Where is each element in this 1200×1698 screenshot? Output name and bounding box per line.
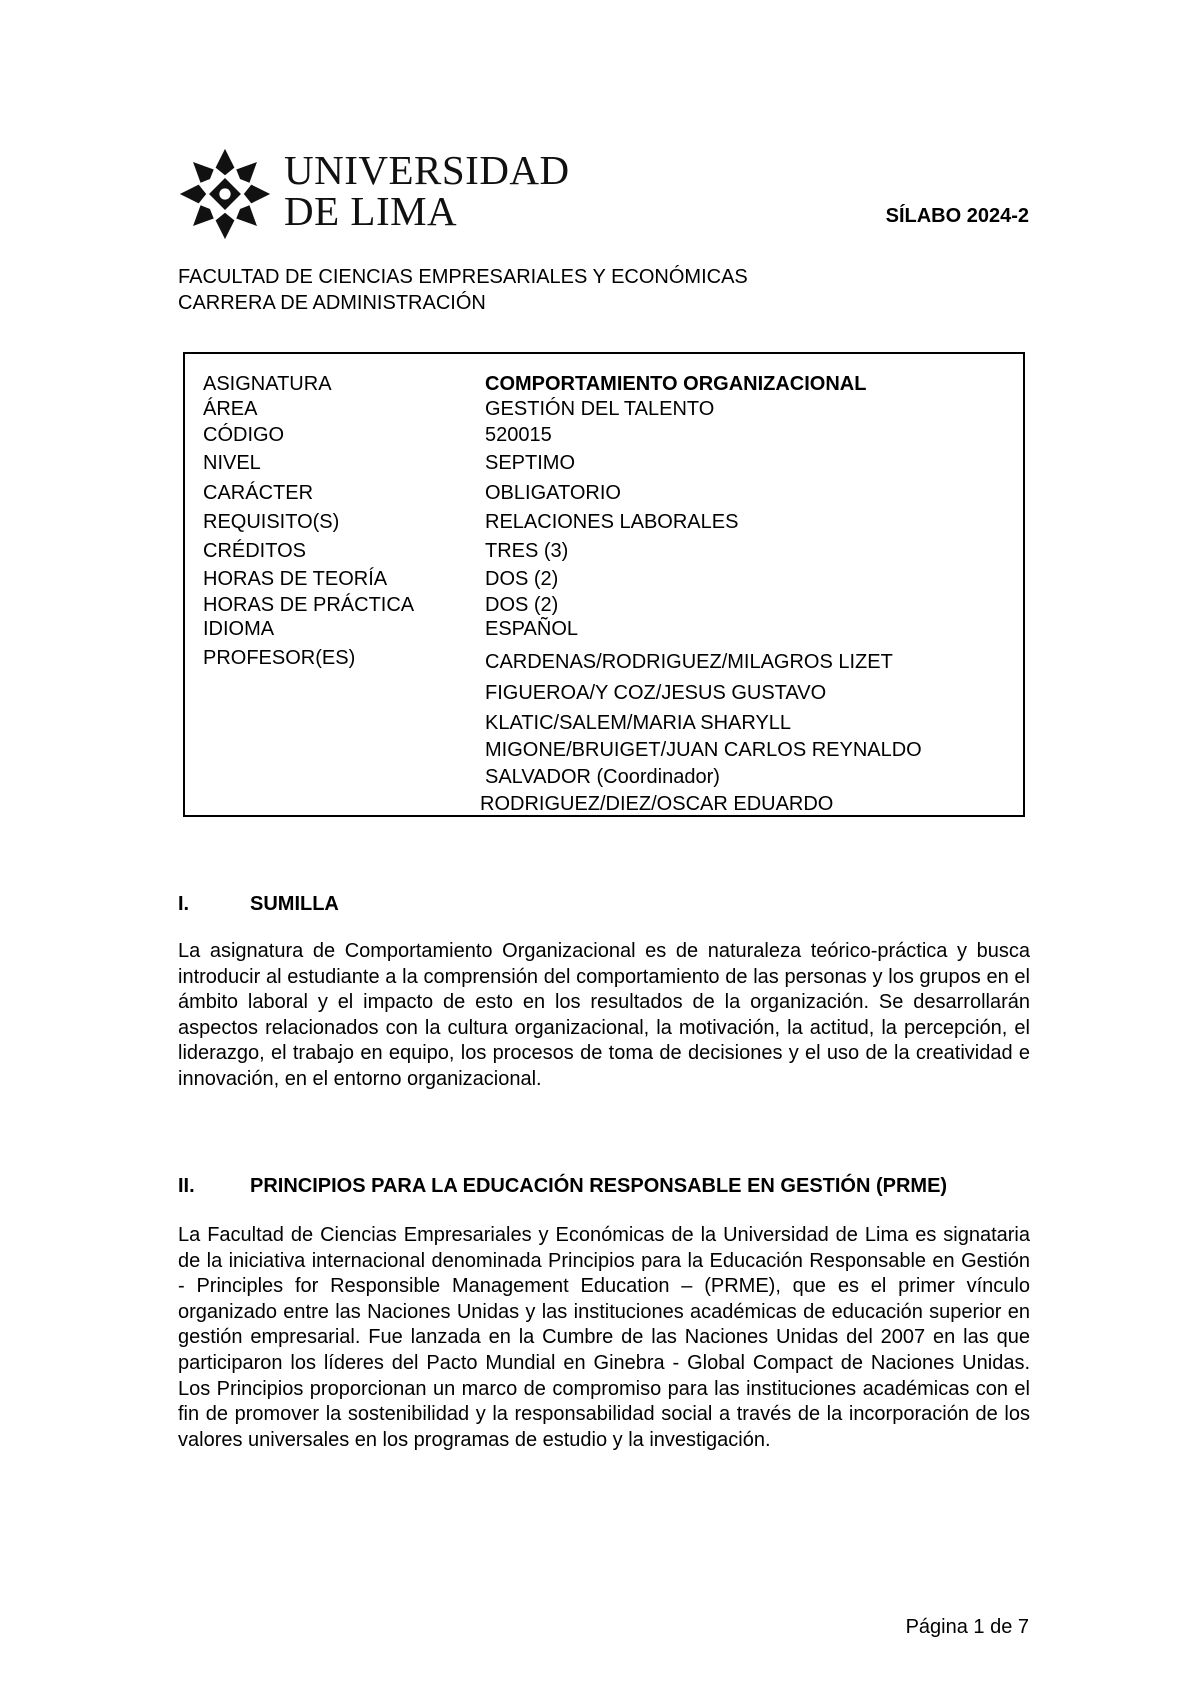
- faculty-block: [178, 264, 748, 316]
- info-value-idioma: ESPAÑOL: [485, 618, 578, 640]
- logo-wordmark: [284, 147, 570, 234]
- section-body-prme: La Facultad de Ciencias Empresariales y Económicas de la Universidad de Lima es signataria de la iniciativa internacional denominada Principios para la Educación Responsable en Gestión - Principles for Responsible Management Education – (PRME), que es el primer vínculo organizado entre las Naciones Unidas y las instituciones académicas de educación superior en gestión empresarial. Fue lanzada en la Cumbre de las Naciones Unidas del 2007 en las que participaron los líderes del Pacto Mundial en Ginebra - Global Compact de Naciones Unidas. Los Principios proporcionan un marco de compromiso para las instituciones académicas con el fin de promover la sostenibilidad y la responsabilidad social a través de la incorporación de los valores universales en los programas de estudio y la investigación.: [178, 1224, 1030, 1451]
- info-label-profesores: PROFESOR(ES): [203, 647, 356, 669]
- info-label-codigo: CÓDIGO: [203, 424, 285, 446]
- section-number: I.: [178, 893, 190, 915]
- info-value-nivel: SEPTIMO: [485, 452, 576, 474]
- info-value-caracter: OBLIGATORIO: [485, 482, 621, 504]
- section-number: II.: [178, 1175, 195, 1197]
- info-value-requisitos: RELACIONES LABORALES: [485, 511, 739, 533]
- info-value-creditos: TRES (3): [485, 540, 569, 562]
- info-value-codigo: 520015: [485, 424, 552, 446]
- info-value-profesor-1: CARDENAS/RODRIGUEZ/MILAGROS LIZET: [485, 651, 893, 673]
- section-heading-prme: [178, 1175, 947, 1198]
- info-value-asignatura: COMPORTAMIENTO ORGANIZACIONAL: [485, 373, 867, 395]
- section-title: SUMILLA: [250, 893, 339, 915]
- info-label-horas-practica: HORAS DE PRÁCTICA: [203, 594, 415, 616]
- info-value-area: GESTIÓN DEL TALENTO: [485, 398, 715, 420]
- faculty-name: FACULTAD DE CIENCIAS EMPRESARIALES Y ECONÓMICAS: [178, 266, 748, 288]
- logo-line-1: UNIVERSIDAD: [284, 147, 570, 193]
- info-value-horas-practica: DOS (2): [485, 594, 559, 616]
- university-logo: [178, 146, 568, 242]
- page-number: Página 1 de 7: [905, 1616, 1029, 1638]
- info-label-horas-teoria: HORAS DE TEORÍA: [203, 568, 388, 590]
- info-value-horas-teoria: DOS (2): [485, 568, 559, 590]
- section-body-sumilla: La asignatura de Comportamiento Organizacional es de naturaleza teórico-práctica y busca introducir al estudiante a la comprensión del comportamiento de las personas y los grupos en el ámbito laboral y el impacto de esto en los resultados de la organización. Se desarrollarán aspectos relacionados con la cultura organizacional, la motivación, la actitud, la percepción, el liderazgo, el trabajo en equipo, los procesos de toma de decisiones y el uso de la creatividad e innovación, en el entorno organizacional.: [178, 940, 1030, 1090]
- info-label-area: ÁREA: [203, 398, 258, 420]
- info-label-nivel: NIVEL: [203, 452, 261, 474]
- career-name: CARRERA DE ADMINISTRACIÓN: [178, 292, 486, 314]
- info-value-profesor-3: KLATIC/SALEM/MARIA SHARYLL: [485, 712, 792, 734]
- syllabus-code: SÍLABO 2024-2: [885, 205, 1029, 227]
- info-label-asignatura: ASIGNATURA: [203, 373, 332, 395]
- info-label-requisitos: REQUISITO(S): [203, 511, 340, 533]
- logo-line-2: DE LIMA: [284, 188, 458, 234]
- star-emblem-icon: [178, 146, 272, 242]
- info-value-profesor-4: MIGONE/BRUIGET/JUAN CARLOS REYNALDO: [485, 739, 922, 761]
- info-label-caracter: CARÁCTER: [203, 482, 314, 504]
- info-value-profesor-4-cont: SALVADOR (Coordinador): [485, 766, 720, 788]
- section-title: PRINCIPIOS PARA LA EDUCACIÓN RESPONSABLE EN GESTIÓN (PRME): [250, 1175, 948, 1197]
- info-value-profesor-2: FIGUEROA/Y COZ/JESUS GUSTAVO: [485, 682, 827, 704]
- info-label-idioma: IDIOMA: [203, 618, 275, 640]
- info-value-profesor-5: RODRIGUEZ/DIEZ/OSCAR EDUARDO: [480, 793, 834, 815]
- info-label-creditos: CRÉDITOS: [203, 540, 306, 562]
- course-info-box: [183, 352, 1025, 817]
- section-heading-sumilla: [178, 893, 339, 916]
